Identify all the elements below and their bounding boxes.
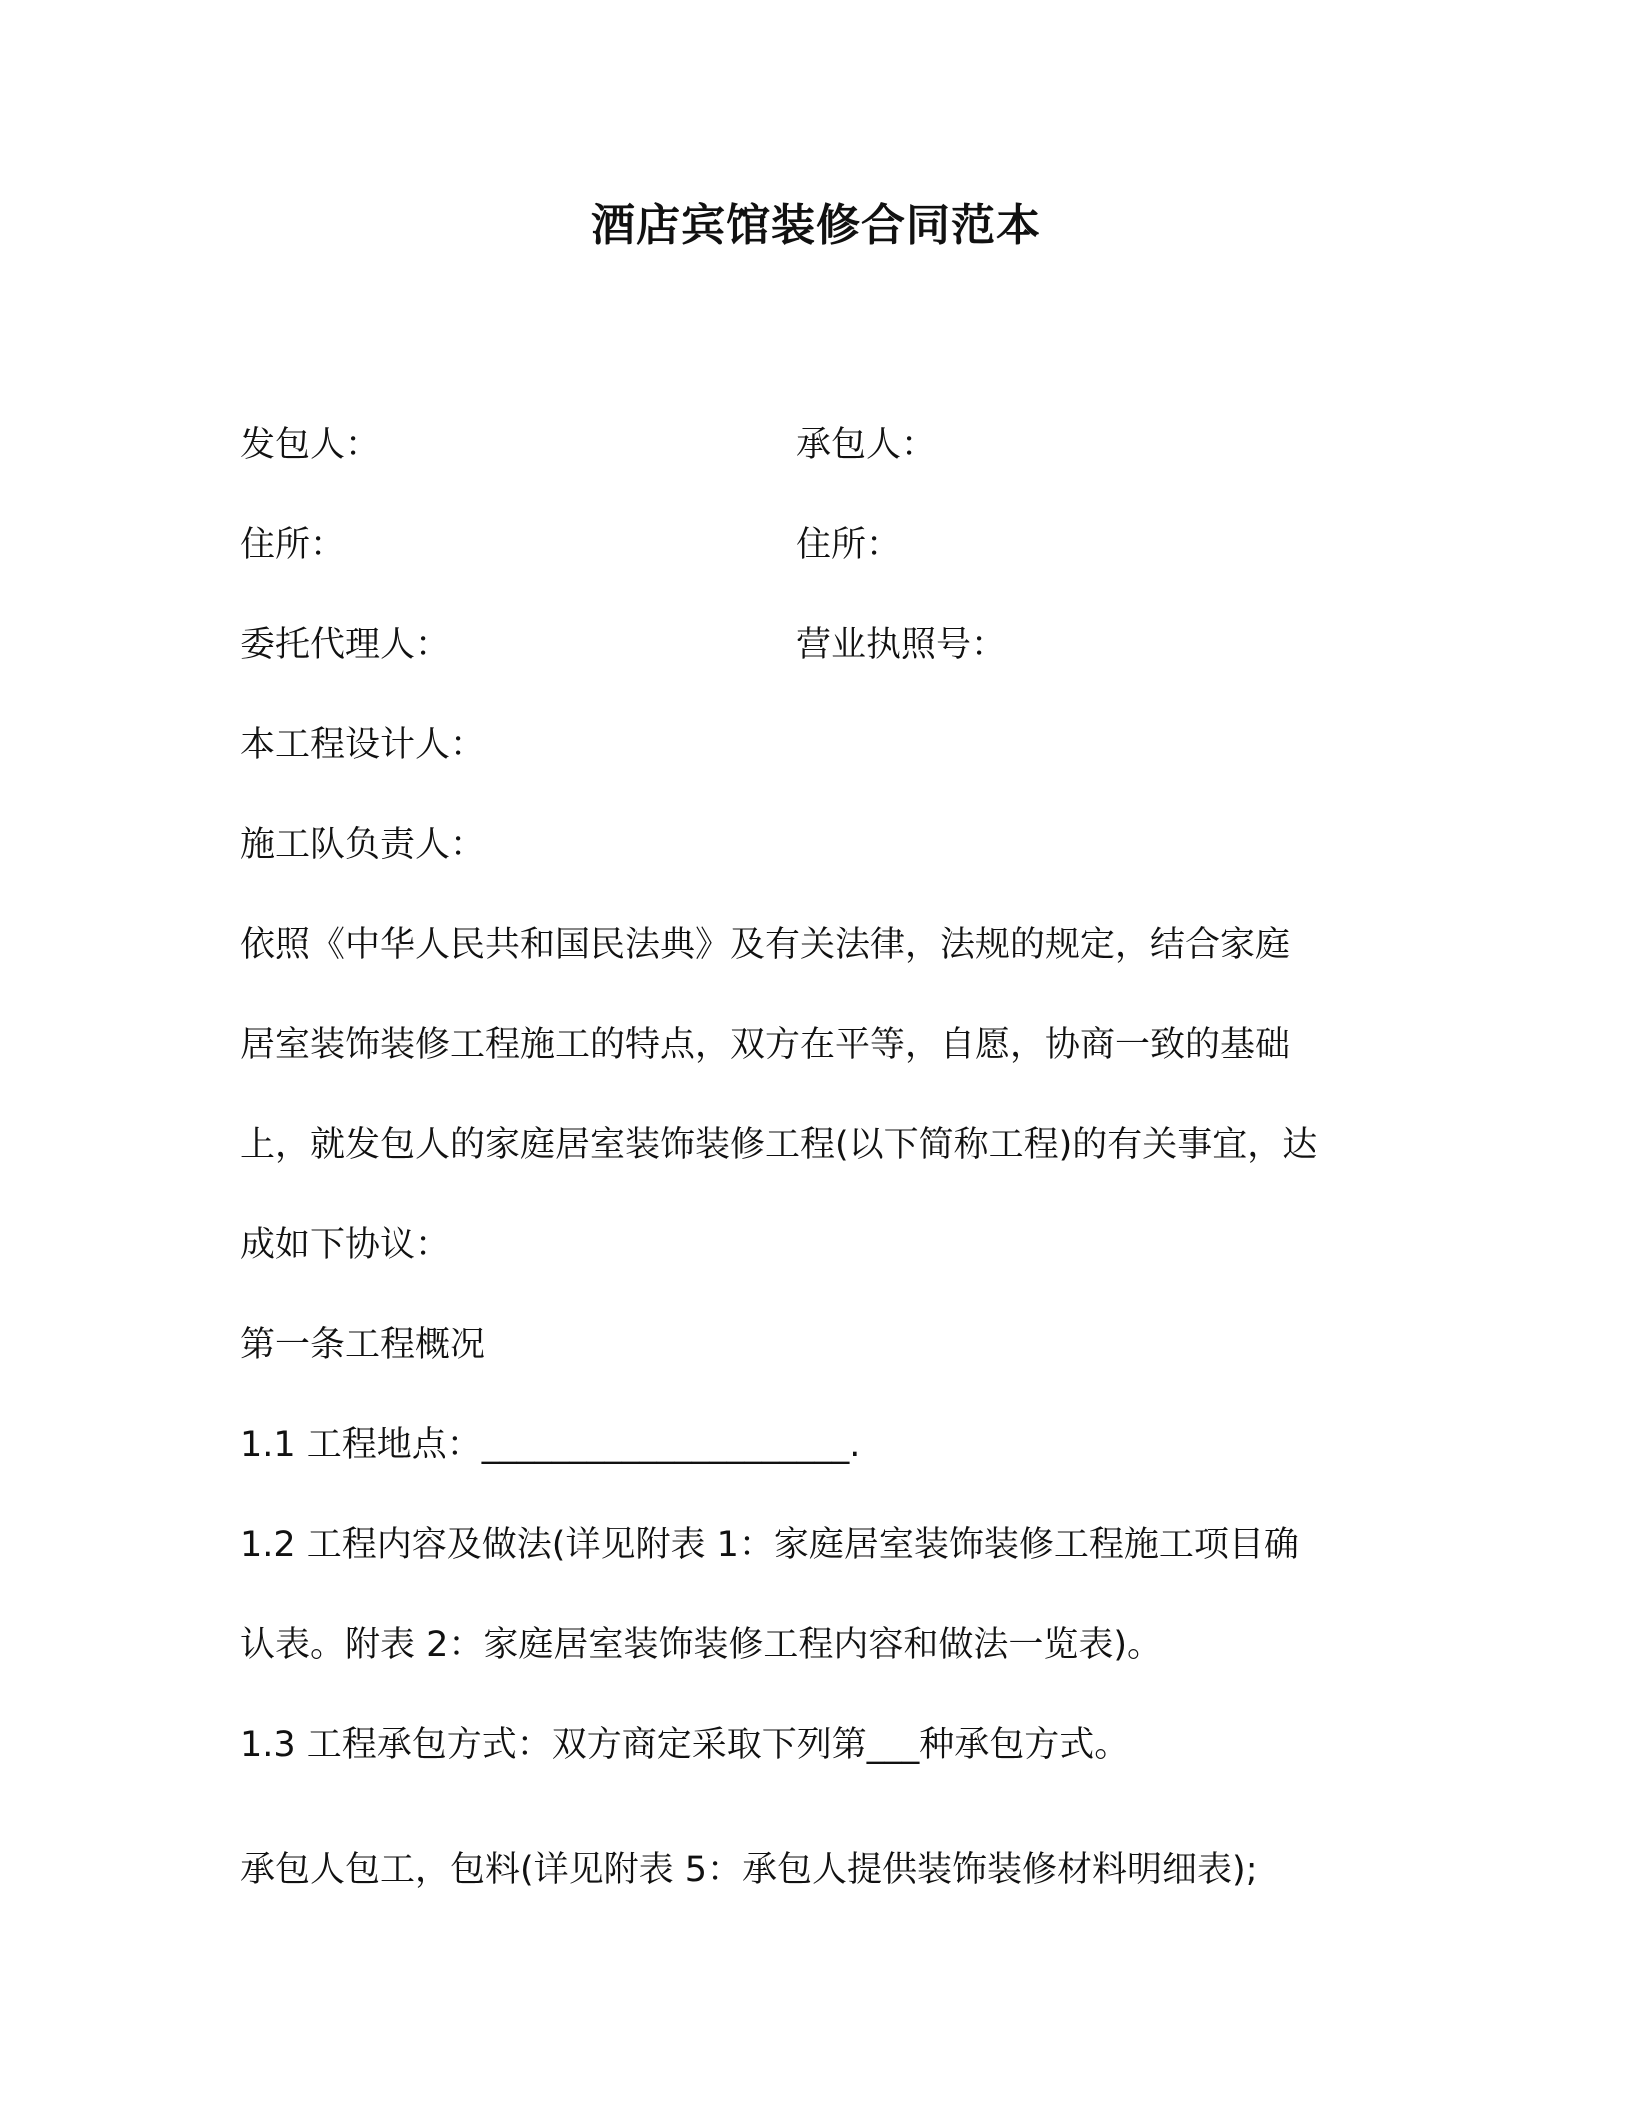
foreman-label: 施工队负责人： [240,825,486,865]
item-1-2-line-2: 认表。附表 2：家庭居室装饰装修工程内容和做法一览表)。 [240,1625,1163,1665]
item-1-3: 1.3 工程承包方式：双方商定采取下列第___种承包方式。 [240,1725,1130,1765]
item-1-1: 1.1 工程地点：_____________________. [240,1425,861,1465]
preamble-line-1: 依照《中华人民共和国民法典》及有关法律，法规的规定，结合家庭 [240,925,1291,965]
preamble-line-4: 成如下协议： [240,1225,451,1265]
employer-label: 发包人： [240,425,381,465]
license-label: 营业执照号： [796,625,1007,665]
contractor-label: 承包人： [796,425,937,465]
preamble-line-3: 上，就发包人的家庭居室装饰装修工程(以下简称工程)的有关事宜，达 [240,1125,1318,1165]
preamble-line-2: 居室装饰装修工程施工的特点，双方在平等，自愿，协商一致的基础 [240,1025,1291,1065]
contract-option-1: 承包人包工，包料(详见附表 5：承包人提供装饰装修材料明细表); [240,1850,1258,1890]
designer-label: 本工程设计人： [240,725,486,765]
item-1-2-line-1: 1.2 工程内容及做法(详见附表 1：家庭居室装饰装修工程施工项目确 [240,1525,1299,1565]
employer-address-label: 住所： [240,525,346,565]
article-1-heading: 第一条工程概况 [240,1325,486,1365]
agent-label: 委托代理人： [240,625,451,665]
contractor-address-label: 住所： [796,525,902,565]
document-title: 酒店宾馆装修合同范本 [591,200,1041,251]
